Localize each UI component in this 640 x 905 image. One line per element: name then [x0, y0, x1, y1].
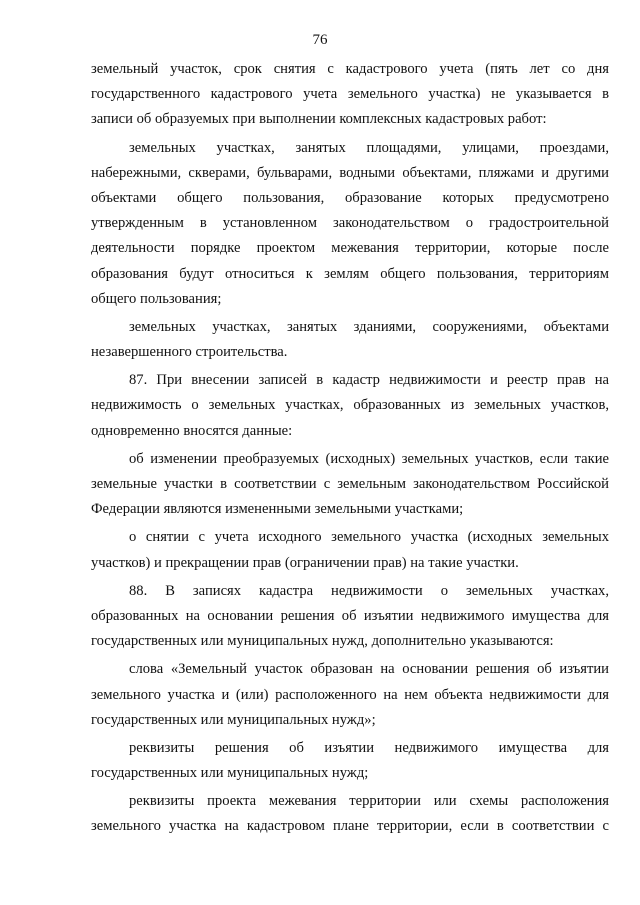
text-line: одновременно вносятся данные: — [91, 422, 293, 439]
text-line: общего пользования; — [91, 290, 222, 307]
text-line: 87. При внесении записей в кадастр недвижимости и реестр прав на — [129, 372, 609, 389]
text-line: земельные участки в соответствии с земельным законодательством Российской — [91, 476, 609, 492]
text-line: государственных или муниципальных нужд»; — [91, 711, 376, 728]
text-line: земельного участка на кадастровом плане территории, если в соответствии с — [91, 818, 609, 835]
text-line: набережными, скверами, бульварами, водными объектами, пляжами и другими — [91, 164, 609, 181]
paragraph — [91, 579, 609, 655]
text-line: земельных участках, занятых площадями, улицами, проездами, — [129, 139, 609, 156]
text-line: государственного кадастрового учета земельного участка) не указывается в — [91, 86, 609, 103]
text-line: образованных на основании решения об изъятии недвижимого имущества для — [91, 607, 609, 624]
paragraph — [91, 447, 609, 523]
text-line: об изменении преобразуемых (исходных) земельных участков, если такие — [129, 450, 609, 467]
text-line: земельного участка и (или) расположенного на нем объекта недвижимости для — [91, 686, 609, 703]
text-line: объектами общего пользования, образование которых предусмотрено — [91, 189, 609, 206]
text-line: образования будут относиться к землям общего пользования, территориям — [91, 265, 609, 282]
paragraph — [91, 315, 609, 365]
text-line: 88. В записях кадастра недвижимости о земельных участках, — [129, 582, 609, 599]
paragraph — [91, 789, 609, 839]
paragraph — [91, 657, 609, 733]
text-line: земельный участок, срок снятия с кадастрового учета (пять лет со дня — [91, 61, 609, 77]
text-line: незавершенного строительства. — [91, 344, 288, 361]
text-line: слова «Земельный участок образован на основании решения об изъятии — [129, 661, 609, 678]
page-number: 76 — [312, 32, 328, 48]
text-line: деятельности порядке проектом межевания территории, которые после — [91, 240, 609, 257]
paragraph — [91, 736, 609, 786]
text-line: реквизиты решения об изъятии недвижимого имущества для — [129, 739, 609, 756]
text-line: земельных участках, занятых зданиями, сооружениями, объектами — [129, 318, 609, 335]
paragraph — [91, 525, 609, 575]
text-line: государственных или муниципальных нужд, дополнительно указываются: — [91, 633, 554, 650]
text-line: недвижимость о земельных участках, образованных из земельных участков, — [91, 397, 609, 414]
document-body — [91, 57, 609, 843]
text-line: утвержденным в установленном законодательством о градостроительной — [91, 215, 609, 232]
paragraph — [91, 368, 609, 444]
text-line: государственных или муниципальных нужд; — [91, 765, 369, 782]
paragraph — [91, 136, 609, 312]
text-line: Федерации являются измененными земельными участками; — [91, 501, 464, 518]
paragraph — [91, 57, 609, 133]
text-line: о снятии с учета исходного земельного участка (исходных земельных — [129, 529, 609, 546]
text-line: записи об образуемых при выполнении комплексных кадастровых работ: — [91, 111, 547, 128]
text-line: участков) и прекращении прав (ограничении прав) на такие участки. — [91, 554, 519, 571]
text-line: реквизиты проекта межевания территории или схемы расположения — [129, 793, 609, 810]
